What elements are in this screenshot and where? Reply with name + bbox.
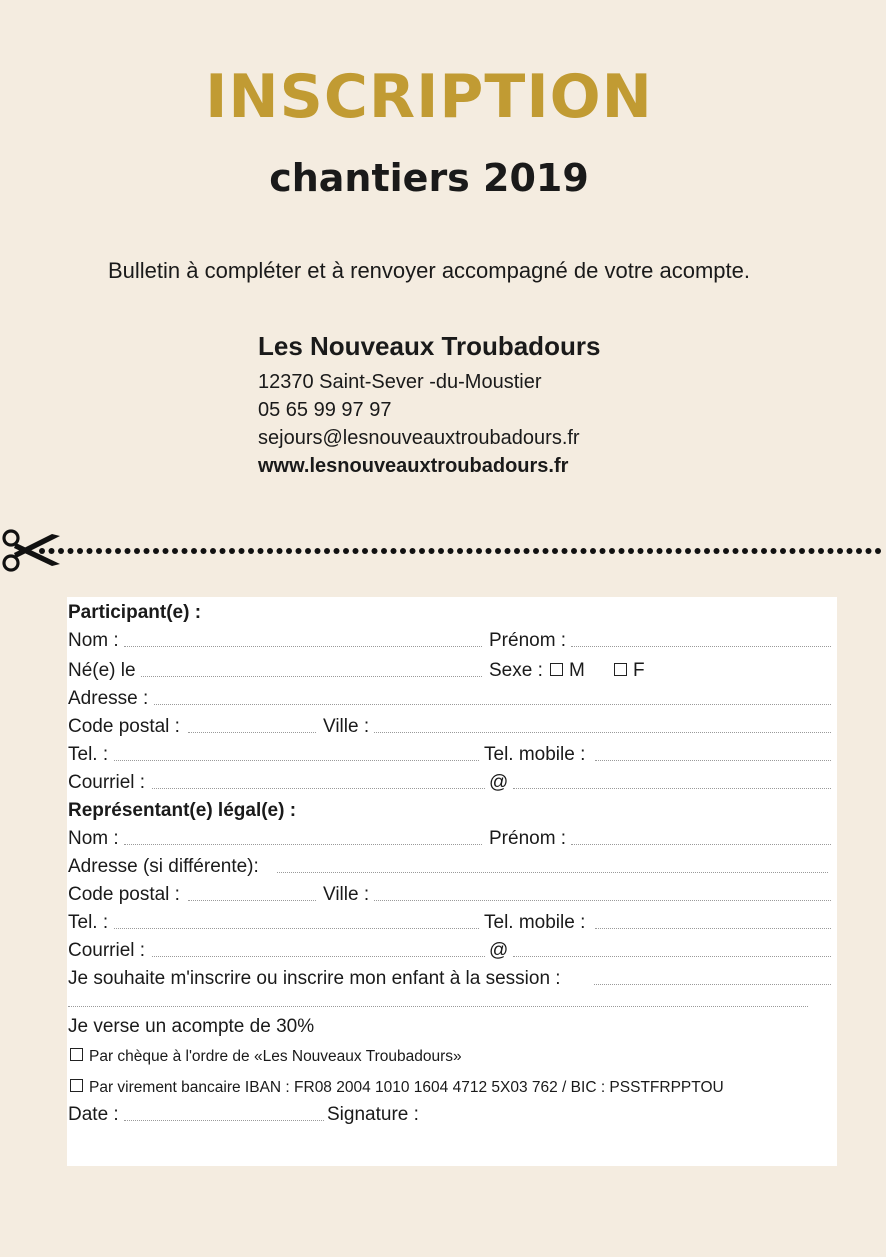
cut-line	[0, 522, 886, 578]
sexe-f-label: F	[633, 660, 645, 681]
representant-address-row	[68, 853, 836, 881]
representant-ville-field[interactable]	[374, 900, 831, 901]
virement-label: Par virement bancaire IBAN : FR08 2004 1010 1604 4712 5X03 762 / BIC : PSSTFRPPTOU	[89, 1079, 724, 1096]
representant-section	[68, 797, 836, 825]
participant-mobile-label: Tel. mobile :	[484, 744, 586, 765]
cheque-option[interactable]	[68, 1043, 836, 1071]
representant-phone-row	[68, 909, 836, 937]
participant-birth-row	[68, 657, 836, 685]
organisation-website[interactable]: www.lesnouveauxtroubadours.fr	[258, 455, 569, 477]
representant-adresse-field[interactable]	[277, 872, 828, 873]
page-subtitle: chantiers 2019	[269, 156, 589, 200]
organisation-email[interactable]: sejours@lesnouveauxtroubadours.fr	[258, 427, 580, 449]
representant-at-sign: @	[489, 940, 509, 961]
representant-mobile-label: Tel. mobile :	[484, 912, 586, 933]
participant-name-row	[68, 627, 836, 655]
participant-ville-label: Ville :	[323, 716, 370, 737]
representant-ville-label: Ville :	[323, 884, 370, 905]
virement-option[interactable]	[68, 1074, 836, 1102]
signature-label: Signature :	[327, 1104, 419, 1125]
representant-courriel-field[interactable]	[152, 956, 485, 957]
cut-dotted-line	[39, 548, 881, 554]
registration-form	[67, 597, 837, 1166]
page-title: INSCRIPTION	[205, 62, 653, 132]
cheque-label: Par chèque à l'ordre de «Les Nouveaux Troubadours»	[89, 1048, 462, 1065]
participant-nom-field[interactable]	[124, 646, 482, 647]
participant-courriel-field[interactable]	[152, 788, 485, 789]
representant-adresse-label: Adresse (si différente):	[68, 856, 259, 877]
date-label: Date :	[68, 1104, 119, 1125]
organisation-name: Les Nouveaux Troubadours	[258, 331, 601, 361]
session-field[interactable]	[594, 984, 831, 985]
representant-city-row	[68, 881, 836, 909]
participant-nom-label: Nom :	[68, 630, 119, 651]
checkbox-cheque[interactable]	[70, 1048, 83, 1061]
organisation-phone: 05 65 99 97 97	[258, 399, 392, 421]
participant-title: Participant(e) :	[68, 602, 202, 623]
participant-address-row	[68, 685, 836, 713]
participant-tel-field[interactable]	[114, 760, 479, 761]
participant-tel-label: Tel. :	[68, 744, 109, 765]
representant-tel-field[interactable]	[114, 928, 479, 929]
acompte-label: Je verse un acompte de 30%	[68, 1016, 315, 1037]
session-label: Je souhaite m'inscrire ou inscrire mon enfant à la session :	[68, 968, 561, 989]
participant-courriel-label: Courriel :	[68, 772, 146, 793]
participant-adresse-label: Adresse :	[68, 688, 149, 709]
representant-domain-field[interactable]	[513, 956, 831, 957]
participant-prenom-label: Prénom :	[489, 630, 567, 651]
representant-nom-label: Nom :	[68, 828, 119, 849]
representant-name-row	[68, 825, 836, 853]
participant-phone-row	[68, 741, 836, 769]
participant-cp-field[interactable]	[188, 732, 316, 733]
representant-tel-label: Tel. :	[68, 912, 109, 933]
representant-email-row	[68, 937, 836, 965]
representant-mobile-field[interactable]	[595, 928, 831, 929]
representant-title: Représentant(e) légal(e) :	[68, 800, 297, 821]
intro-text: Bulletin à compléter et à renvoyer accompagné de votre acompte.	[107, 258, 751, 283]
participant-birth-field[interactable]	[141, 676, 482, 677]
participant-city-row	[68, 713, 836, 741]
representant-courriel-label: Courriel :	[68, 940, 146, 961]
participant-ville-field[interactable]	[374, 732, 831, 733]
participant-email-row	[68, 769, 836, 797]
session-field-continued[interactable]	[68, 1006, 808, 1007]
session-row-continued	[68, 987, 836, 1015]
representant-prenom-label: Prénom :	[489, 828, 567, 849]
participant-domain-field[interactable]	[513, 788, 831, 789]
organisation-address: 12370 Saint-Sever -du-Moustier	[258, 371, 542, 393]
date-signature-row	[68, 1101, 836, 1129]
participant-section	[68, 599, 836, 627]
representant-prenom-field[interactable]	[571, 844, 831, 845]
participant-sexe-label: Sexe :	[489, 660, 543, 681]
acompte-row	[68, 1013, 836, 1041]
sexe-f-option[interactable]	[614, 657, 645, 685]
participant-birth-label: Né(e) le	[68, 660, 136, 681]
representant-cp-field[interactable]	[188, 900, 316, 901]
participant-at-sign: @	[489, 772, 509, 793]
sexe-m-option[interactable]	[550, 657, 585, 685]
participant-adresse-field[interactable]	[154, 704, 831, 705]
checkbox-m[interactable]	[550, 663, 563, 676]
participant-cp-label: Code postal :	[68, 716, 180, 737]
participant-mobile-field[interactable]	[595, 760, 831, 761]
date-field[interactable]	[124, 1120, 324, 1121]
representant-cp-label: Code postal :	[68, 884, 180, 905]
checkbox-f[interactable]	[614, 663, 627, 676]
checkbox-virement[interactable]	[70, 1079, 83, 1092]
participant-prenom-field[interactable]	[571, 646, 831, 647]
organisation-block	[258, 331, 600, 480]
representant-nom-field[interactable]	[124, 844, 482, 845]
sexe-m-label: M	[569, 660, 585, 681]
